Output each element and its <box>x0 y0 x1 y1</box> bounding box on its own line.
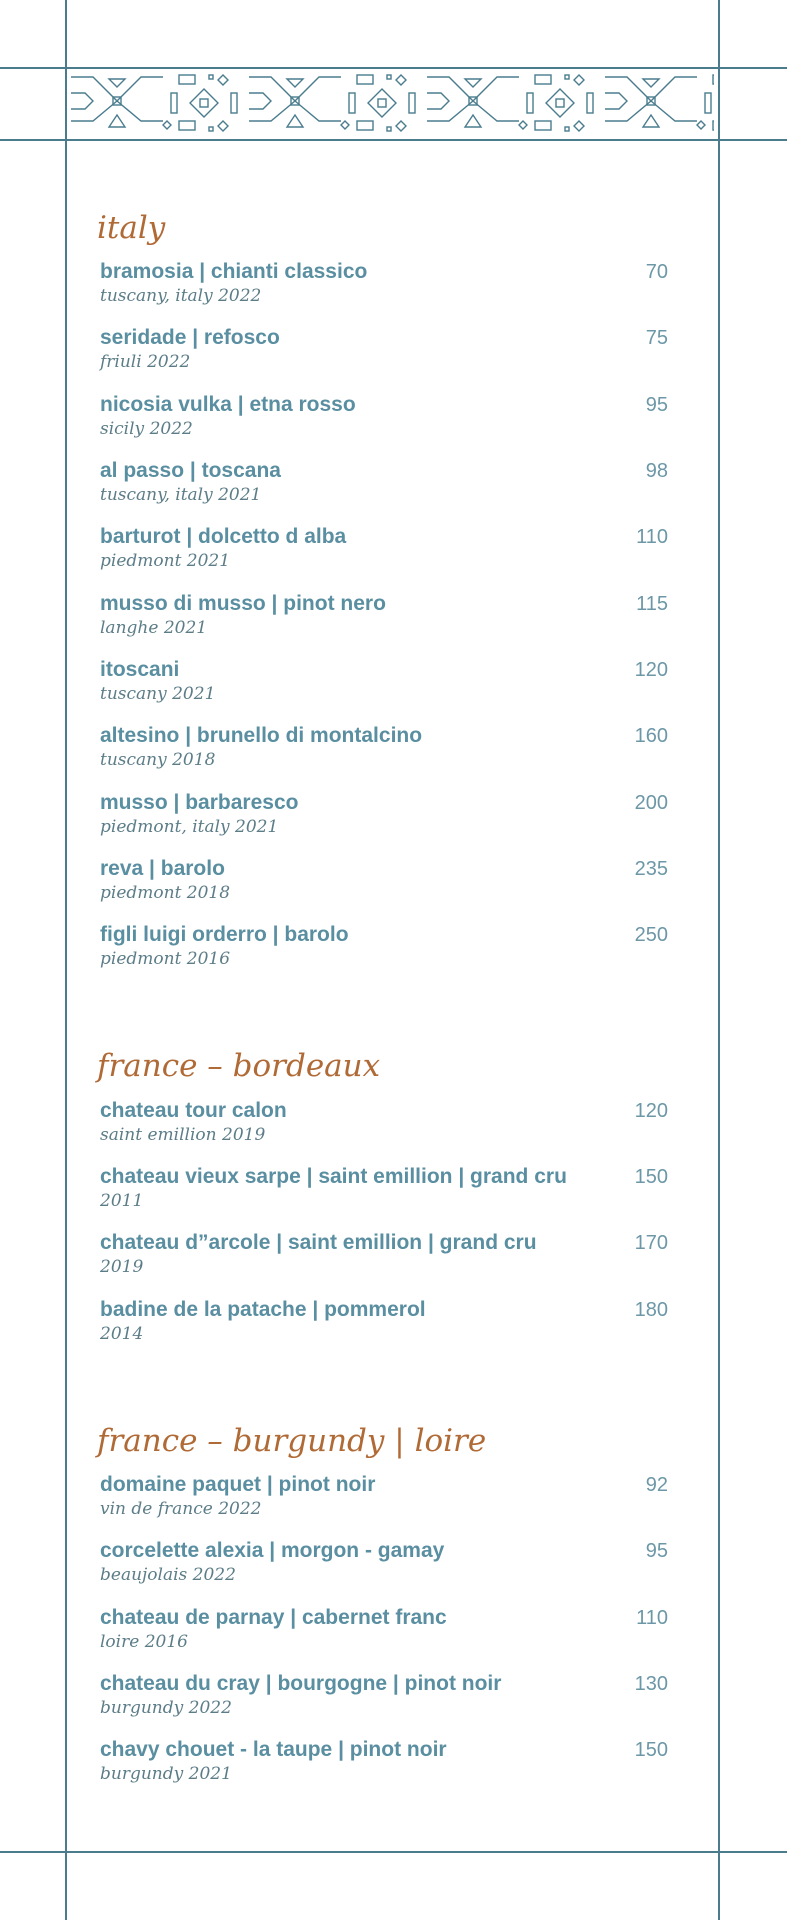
pattern-shape <box>556 99 564 107</box>
wine-entry <box>100 657 670 723</box>
frame-left-line <box>65 0 67 1920</box>
pattern-shape <box>465 115 481 127</box>
wine-region: sicily 2022 <box>100 418 193 439</box>
pattern-shape <box>349 93 355 113</box>
pattern-shape <box>713 75 714 84</box>
wine-price: 150 <box>634 1739 668 1762</box>
pattern-shape <box>249 93 271 109</box>
wine-price: 180 <box>634 1298 668 1321</box>
wine-name: chateau d”arcole | saint emillion | grand cru <box>100 1231 537 1255</box>
pattern-shape <box>218 75 228 85</box>
pattern-shape <box>535 75 551 84</box>
wine-region: tuscany, italy 2022 <box>100 286 262 307</box>
wine-name: al passo | toscana <box>100 459 281 483</box>
pattern-shape <box>465 79 481 87</box>
pattern-shape <box>218 121 228 131</box>
wine-name: corcelette alexia | morgon - gamay <box>100 1539 445 1563</box>
wine-entry <box>100 1164 670 1230</box>
wine-price: 95 <box>645 1540 668 1563</box>
pattern-shape <box>396 75 406 85</box>
pattern-shape <box>357 121 373 130</box>
wine-name: chateau de parnay | cabernet franc <box>100 1605 447 1629</box>
wine-region: 2014 <box>100 1323 144 1344</box>
wine-price: 115 <box>636 592 668 615</box>
wine-price: 235 <box>634 857 668 880</box>
pattern-shape <box>427 77 473 121</box>
pattern-shape <box>697 121 705 129</box>
wine-entry <box>100 1472 670 1538</box>
pattern-shape <box>249 77 295 121</box>
wine-region: beaujolais 2022 <box>100 1565 236 1586</box>
wine-price: 250 <box>634 924 668 947</box>
wine-name: barturot | dolcetto d alba <box>100 525 347 549</box>
pattern-shape <box>527 93 533 113</box>
wine-entry <box>100 1671 670 1737</box>
wine-price: 92 <box>645 1474 668 1497</box>
wine-region: vin de france 2022 <box>100 1499 262 1520</box>
section-title: france – burgundy | loire <box>97 1422 487 1459</box>
wine-price: 200 <box>634 791 668 814</box>
wine-entry <box>100 259 670 325</box>
wine-region: saint emillion 2019 <box>100 1124 266 1145</box>
pattern-shape <box>565 75 569 79</box>
pattern-shape <box>179 75 195 84</box>
wine-entry <box>100 325 670 391</box>
pattern-shape <box>473 77 519 121</box>
pattern-shape <box>71 93 93 109</box>
wine-name: nicosia vulka | etna rosso <box>100 392 356 416</box>
pattern-shape <box>387 75 391 79</box>
wine-name: musso | barbaresco <box>100 790 299 814</box>
wine-name: reva | barolo <box>100 856 225 880</box>
pattern-shape <box>190 89 218 117</box>
pattern-shape <box>287 79 303 87</box>
wine-region: tuscany, italy 2021 <box>100 485 262 506</box>
wine-entry <box>100 1538 670 1604</box>
banner-top-line <box>0 67 787 69</box>
pattern-shape <box>209 127 213 131</box>
wine-region: piedmont 2016 <box>100 949 231 970</box>
wine-price: 110 <box>636 526 668 549</box>
pattern-shape <box>705 93 711 113</box>
pattern-shape <box>427 93 449 109</box>
wine-price: 130 <box>634 1672 668 1695</box>
frame-right-line <box>718 0 720 1920</box>
wine-price: 160 <box>634 725 668 748</box>
wine-region: piedmont 2018 <box>100 882 231 903</box>
wine-section <box>97 1422 670 1804</box>
wine-name: seridade | refosco <box>100 326 280 350</box>
wine-region: piedmont, italy 2021 <box>100 816 279 837</box>
wine-entry <box>100 1605 670 1671</box>
pattern-shape <box>179 121 195 130</box>
wine-region: friuli 2022 <box>100 352 191 373</box>
wine-region: piedmont 2021 <box>100 551 231 572</box>
pattern-shape <box>378 99 386 107</box>
section-title: france – bordeaux <box>97 1048 381 1085</box>
pattern-shape <box>109 115 125 127</box>
pattern-shape <box>535 121 551 130</box>
pattern-shape <box>409 93 415 113</box>
wine-region: 2011 <box>100 1190 144 1211</box>
wine-region: burgundy 2022 <box>100 1697 232 1718</box>
wine-price: 170 <box>634 1232 668 1255</box>
wine-name: altesino | brunello di montalcino <box>100 724 423 748</box>
pattern-shape <box>71 77 117 121</box>
wine-region: tuscany 2021 <box>100 683 216 704</box>
wine-name: figli luigi orderro | barolo <box>100 923 349 947</box>
pattern-shape <box>605 77 651 121</box>
wine-entry <box>100 1230 670 1296</box>
pattern-shape <box>587 93 593 113</box>
wine-price: 120 <box>634 1099 668 1122</box>
pattern-shape <box>713 121 714 130</box>
wine-name: itoscani <box>100 657 180 681</box>
wine-region: langhe 2021 <box>100 617 208 638</box>
pattern-shape <box>651 77 697 121</box>
wine-name: badine de la patache | pommerol <box>100 1297 426 1321</box>
pattern-shape <box>396 121 406 131</box>
pattern-shape <box>546 89 574 117</box>
wine-price: 75 <box>645 327 668 350</box>
pattern-shape <box>605 93 627 109</box>
wine-price: 110 <box>636 1606 668 1629</box>
wine-entry <box>100 1098 670 1164</box>
wine-entry <box>100 392 670 458</box>
wine-entry <box>100 524 670 590</box>
wine-price: 120 <box>634 658 668 681</box>
pattern-shape <box>209 75 213 79</box>
wine-entry <box>100 723 670 789</box>
pattern-shape <box>295 77 341 121</box>
pattern-shape <box>171 93 177 113</box>
pattern-shape <box>643 115 659 127</box>
wine-entry <box>100 458 670 524</box>
wine-section <box>97 1048 670 1362</box>
wine-region: tuscany 2018 <box>100 750 216 771</box>
pattern-shape <box>574 75 584 85</box>
wine-section <box>97 210 670 988</box>
wine-region: loire 2016 <box>100 1631 188 1652</box>
wine-name: chavy chouet - la taupe | pinot noir <box>100 1738 447 1762</box>
banner-bottom-line <box>0 139 787 141</box>
wine-price: 98 <box>645 460 668 483</box>
wine-entry <box>100 856 670 922</box>
decorative-pattern-banner <box>71 71 714 137</box>
wine-price: 150 <box>634 1165 668 1188</box>
pattern-shape <box>200 99 208 107</box>
pattern-shape <box>643 79 659 87</box>
pattern-shape <box>287 115 303 127</box>
pattern-shape <box>357 75 373 84</box>
pattern-shape <box>565 127 569 131</box>
wine-list <box>97 210 670 1864</box>
pattern-shape <box>341 121 349 129</box>
wine-name: chateau vieux sarpe | saint emillion | grand cru <box>100 1164 567 1188</box>
pattern-shape <box>163 121 171 129</box>
wine-name: chateau tour calon <box>100 1098 287 1122</box>
wine-entry <box>100 1297 670 1363</box>
pattern-shape <box>109 79 125 87</box>
wine-price: 70 <box>645 261 668 284</box>
pattern-shape <box>387 127 391 131</box>
wine-entry <box>100 1737 670 1803</box>
wine-region: 2019 <box>100 1257 144 1278</box>
wine-name: chateau du cray | bourgogne | pinot noir <box>100 1671 502 1695</box>
pattern-shape <box>519 121 527 129</box>
wine-entry <box>100 591 670 657</box>
wine-entry <box>100 922 670 988</box>
pattern-shape <box>117 77 163 121</box>
wine-name: bramosia | chianti classico <box>100 260 368 284</box>
pattern-shape <box>368 89 396 117</box>
wine-price: 95 <box>645 393 668 416</box>
pattern-shape <box>574 121 584 131</box>
pattern-shape <box>231 93 237 113</box>
wine-name: musso di musso | pinot nero <box>100 591 386 615</box>
wine-region: burgundy 2021 <box>100 1764 232 1785</box>
wine-entry <box>100 790 670 856</box>
section-title: italy <box>97 210 166 246</box>
wine-name: domaine paquet | pinot noir <box>100 1473 376 1497</box>
